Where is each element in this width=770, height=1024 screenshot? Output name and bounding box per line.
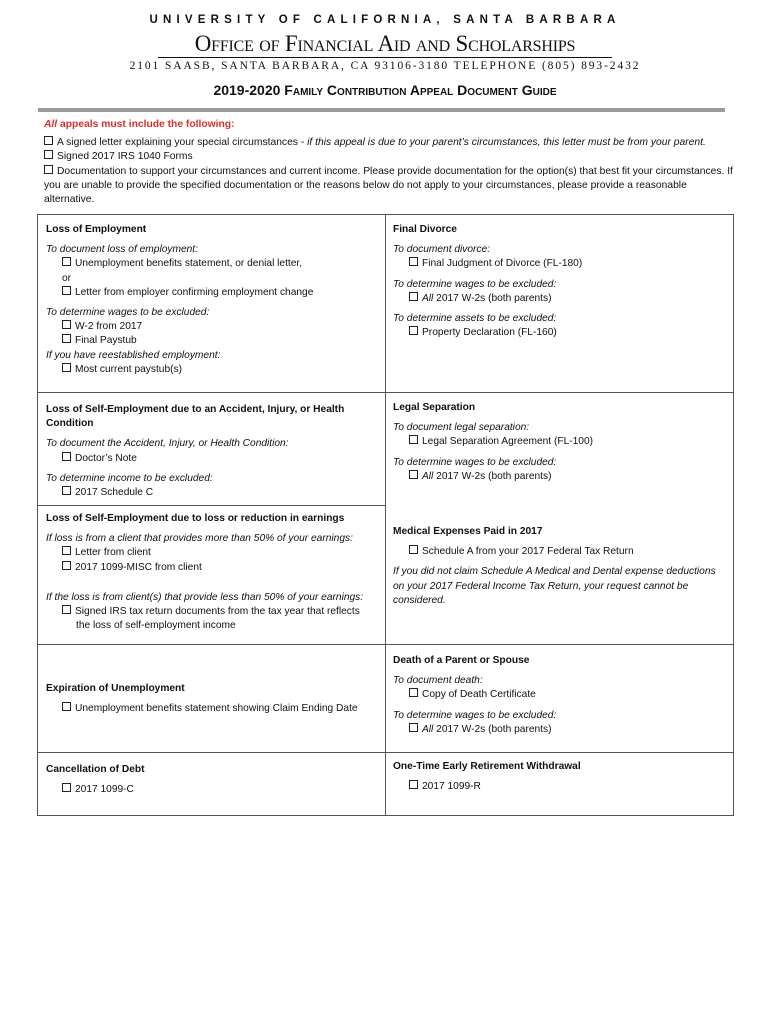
section-label: If loss is from a client that provides more than 50% of your earnings: (46, 533, 353, 545)
title-divider (38, 108, 725, 112)
requirements-intro (44, 118, 734, 207)
section-label: To determine wages to be excluded: (393, 456, 557, 468)
section-label: To document legal separation: (393, 422, 530, 434)
requirements-heading: All appeals must include the following: (44, 119, 235, 130)
requirement-item: Documentation to support your circumstances and current income. Please provide documentation for the option(s) that best fit your circumstances. If you are unable to provide the specified documentation or the reasons below do not apply to your circumstances, please provide a reasonable alternative. (44, 165, 733, 206)
checkbox-icon[interactable] (44, 165, 53, 174)
section-heading: Expiration of Unemployment (46, 683, 185, 694)
row-divider (38, 644, 733, 645)
checkbox-icon[interactable] (62, 257, 71, 266)
checkbox-icon[interactable] (409, 326, 418, 335)
checkbox-icon[interactable] (62, 486, 71, 495)
checkbox-icon[interactable] (62, 546, 71, 555)
section-label: To document divorce: (393, 244, 491, 256)
office-address: 2101 SAASB, SANTA BARBARA, CA 93106-3180 TELEPHONE (805) 893-2432 (129, 60, 641, 72)
checkbox-icon[interactable] (62, 286, 71, 295)
section-heading: One-Time Early Retirement Withdrawal (393, 761, 581, 772)
section-expiration-unemployment: Expiration of Unemployment Unemployment benefits statement showing Claim Ending Date (46, 682, 381, 716)
checkbox-icon[interactable] (409, 545, 418, 554)
section-label: To determine assets to be excluded: (393, 313, 557, 325)
section-label: To document the Accident, Injury, or Health Condition: (46, 438, 289, 450)
section-heading: Legal Separation (393, 402, 476, 413)
checkbox-icon[interactable] (409, 435, 418, 444)
section-label: To document death: (393, 675, 483, 687)
section-death: Death of a Parent or Spouse To document death: Copy of Death Certificate To determine wages to be excluded: All 2017 W-2s (both parents) (393, 654, 723, 737)
checkbox-icon[interactable] (409, 257, 418, 266)
section-medical-expenses: Medical Expenses Paid in 2017 Schedule A from your 2017 Federal Tax Return If you did not claim Schedule A Medical and Dental expense deductions on your 2017 Federal Income Tax Return, your request cannot be considered. (393, 525, 723, 608)
section-self-employment-earnings: Loss of Self-Employment due to loss or reduction in earnings If loss is from a client that provides more than 50% of your earnings: Letter from client 2017 1099-MISC from client If the loss is from client(s) that provide less than 50% of your earnings: Signed IRS tax return documents from the tax year that reflects the loss of self-employment income (46, 512, 381, 633)
requirement-item: A signed letter explaining your special circumstances - if this appeal is due to your parent’s circumstances, this letter must be from your parent. (44, 136, 734, 150)
checkbox-icon[interactable] (62, 783, 71, 792)
checkbox-icon[interactable] (62, 363, 71, 372)
row-divider (38, 752, 733, 753)
section-heading: Loss of Self-Employment due to loss or reduction in earnings (46, 513, 345, 524)
section-label: If the loss is from client(s) that provide less than 50% of your earnings: (46, 591, 364, 603)
university-name: UNIVERSITY OF CALIFORNIA, SANTA BARBARA (149, 14, 621, 26)
section-loss-of-employment: Loss of Employment To document loss of employment: Unemployment benefits statement, or denial letter, or Letter from employer confirming employment change To determine wages to be excluded: W-2 from 2017 Final Paystub If you have reestablished employment: Most current paystub(s) (46, 223, 376, 377)
appeal-document-table (37, 214, 734, 816)
section-self-employment-accident: Loss of Self-Employment due to an Accident, Injury, or Health Condition To document the Accident, Injury, or Health Condition: Doctor’s Note To determine income to be excluded: 2017 Schedule C (46, 403, 366, 500)
checkbox-icon[interactable] (62, 605, 71, 614)
section-label: To determine wages to be excluded: (393, 709, 557, 721)
checkbox-icon[interactable] (409, 470, 418, 479)
section-label: To determine wages to be excluded: (393, 278, 557, 290)
checkbox-icon[interactable] (62, 561, 71, 570)
checkbox-icon[interactable] (62, 702, 71, 711)
section-cancellation-of-debt: Cancellation of Debt 2017 1099-C (46, 763, 376, 797)
document-title: 2019-2020 Family Contribution Appeal Document Guide (213, 82, 557, 98)
section-heading: Medical Expenses Paid in 2017 (393, 526, 543, 537)
section-note: If you did not claim Schedule A Medical and Dental expense deductions on your 2017 Federal Income Tax Return, your request cannot be considered. (393, 566, 716, 606)
section-heading: Final Divorce (393, 224, 457, 235)
checkbox-icon[interactable] (62, 452, 71, 461)
header-rule (158, 57, 612, 58)
section-label: To determine income to be excluded: (46, 472, 213, 484)
checkbox-icon[interactable] (409, 723, 418, 732)
section-label: To document loss of employment: (46, 244, 198, 256)
office-name: Office of Financial Aid and Scholarships (194, 31, 576, 56)
checkbox-icon[interactable] (44, 150, 53, 159)
checkbox-icon[interactable] (409, 780, 418, 789)
row-divider (38, 505, 385, 506)
checkbox-icon[interactable] (44, 136, 53, 145)
section-heading: Loss of Employment (46, 224, 147, 235)
section-label: To determine wages to be excluded: (46, 307, 210, 319)
or-text: or (62, 272, 72, 284)
checkbox-icon[interactable] (62, 320, 71, 329)
section-heading: Cancellation of Debt (46, 764, 145, 775)
section-heading: Death of a Parent or Spouse (393, 655, 530, 666)
checkbox-icon[interactable] (409, 688, 418, 697)
requirement-item: Signed 2017 IRS 1040 Forms (44, 150, 734, 164)
checkbox-icon[interactable] (409, 292, 418, 301)
section-final-divorce: Final Divorce To document divorce: Final Judgment of Divorce (FL-180) To determine wages to be excluded: All 2017 W-2s (both parents) To determine assets to be excluded: Property Declaration (FL-160) (393, 223, 723, 340)
checkbox-icon[interactable] (62, 334, 71, 343)
section-heading: Loss of Self-Employment due to an Accident, Injury, or Health Condition (46, 404, 345, 430)
section-legal-separation: Legal Separation To document legal separation: Legal Separation Agreement (FL-100) To determine wages to be excluded: All 2017 W-2s (both parents) (393, 401, 723, 484)
section-early-retirement: One-Time Early Retirement Withdrawal 2017 1099-R (393, 760, 723, 794)
section-label: If you have reestablished employment: (46, 349, 221, 361)
column-divider (385, 215, 386, 815)
row-divider (38, 392, 733, 393)
